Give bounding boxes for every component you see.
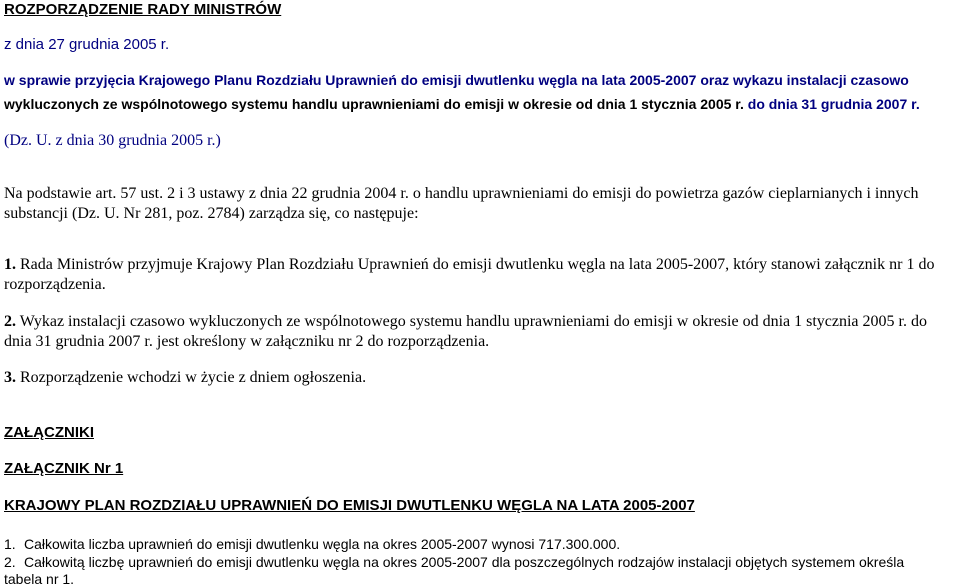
subject-line-2-main: wykluczonych ze wspólnotowego systemu handlu uprawnieniami do emisji w okresie od dnia 1 stycznia 2005 r. — [4, 96, 744, 112]
paragraph-3-line-1 — [4, 369, 366, 387]
legal-basis-line-1: Na podstawie art. 57 ust. 2 i 3 ustawy z dnia 22 grudnia 2004 r. o handlu uprawnieniami do emisji do powietrza gazów cieplarnianych i innych — [4, 185, 919, 202]
paragraph-1-line-1 — [4, 256, 934, 274]
list-item-1-number: 1. — [4, 536, 16, 552]
plan-heading: KRAJOWY PLAN ROZDZIAŁU UPRAWNIEŃ DO EMISJI DWUTLENKU WĘGLA NA LATA 2005-2007 — [4, 497, 695, 514]
paragraph-2-line-1 — [4, 313, 927, 331]
list-item-1 — [4, 536, 620, 552]
paragraph-3-number: 3. — [4, 369, 16, 386]
list-item-2-number: 2. — [4, 554, 16, 570]
paragraph-2-line-2: dnia 31 grudnia 2007 r. jest określony w załączniku nr 2 do rozporządzenia. — [4, 333, 490, 350]
list-item-2-text: Całkowitą liczbę uprawnień do emisji dwutlenku węgla na okres 2005-2007 dla poszczególnych rodzajów instalacji objętych systemem określa — [24, 554, 905, 570]
list-item-1-text: Całkowita liczba uprawnień do emisji dwutlenku węgla na okres 2005-2007 wynosi 717.300.000. — [24, 536, 621, 552]
list-item-2 — [4, 554, 904, 570]
attachments-heading: ZAŁĄCZNIKI — [4, 424, 94, 441]
paragraph-1-line-2: rozporządzenia. — [4, 276, 106, 293]
paragraph-2-number: 2. — [4, 313, 16, 330]
subject-line-2 — [4, 96, 920, 112]
paragraph-1-text: Rada Ministrów przyjmuje Krajowy Plan Rozdziału Uprawnień do emisji dwutlenku węgla na lata 2005-2007, który stanowi załącznik nr 1 do — [16, 256, 935, 273]
paragraph-3-text: Rozporządzenie wchodzi w życie z dniem ogłoszenia. — [16, 369, 367, 386]
attachment-1-heading: ZAŁĄCZNIK Nr 1 — [4, 460, 124, 477]
publication-info: (Dz. U. z dnia 30 grudnia 2005 r.) — [4, 132, 221, 149]
subject-line-1: w sprawie przyjęcia Krajowego Planu Rozdziału Uprawnień do emisji dwutlenku węgla na lata 2005-2007 oraz wykazu instalacji czasowo — [4, 72, 909, 88]
legal-basis-line-2: substancji (Dz. U. Nr 281, poz. 2784) zarządza się, co następuje: — [4, 205, 419, 222]
document-date: z dnia 27 grudnia 2005 r. — [4, 36, 170, 53]
subject-line-2-end: do dnia 31 grudnia 2007 r. — [743, 96, 920, 112]
document-title: ROZPORZĄDZENIE RADY MINISTRÓW — [4, 1, 282, 18]
list-item-2-continuation: tabela nr 1. — [4, 571, 75, 587]
paragraph-1-number: 1. — [4, 256, 16, 273]
paragraph-2-text: Wykaz instalacji czasowo wykluczonych ze wspólnotowego systemu handlu uprawnieniami do emisji w okresie od dnia 1 stycznia 2005 r. do — [16, 313, 927, 330]
